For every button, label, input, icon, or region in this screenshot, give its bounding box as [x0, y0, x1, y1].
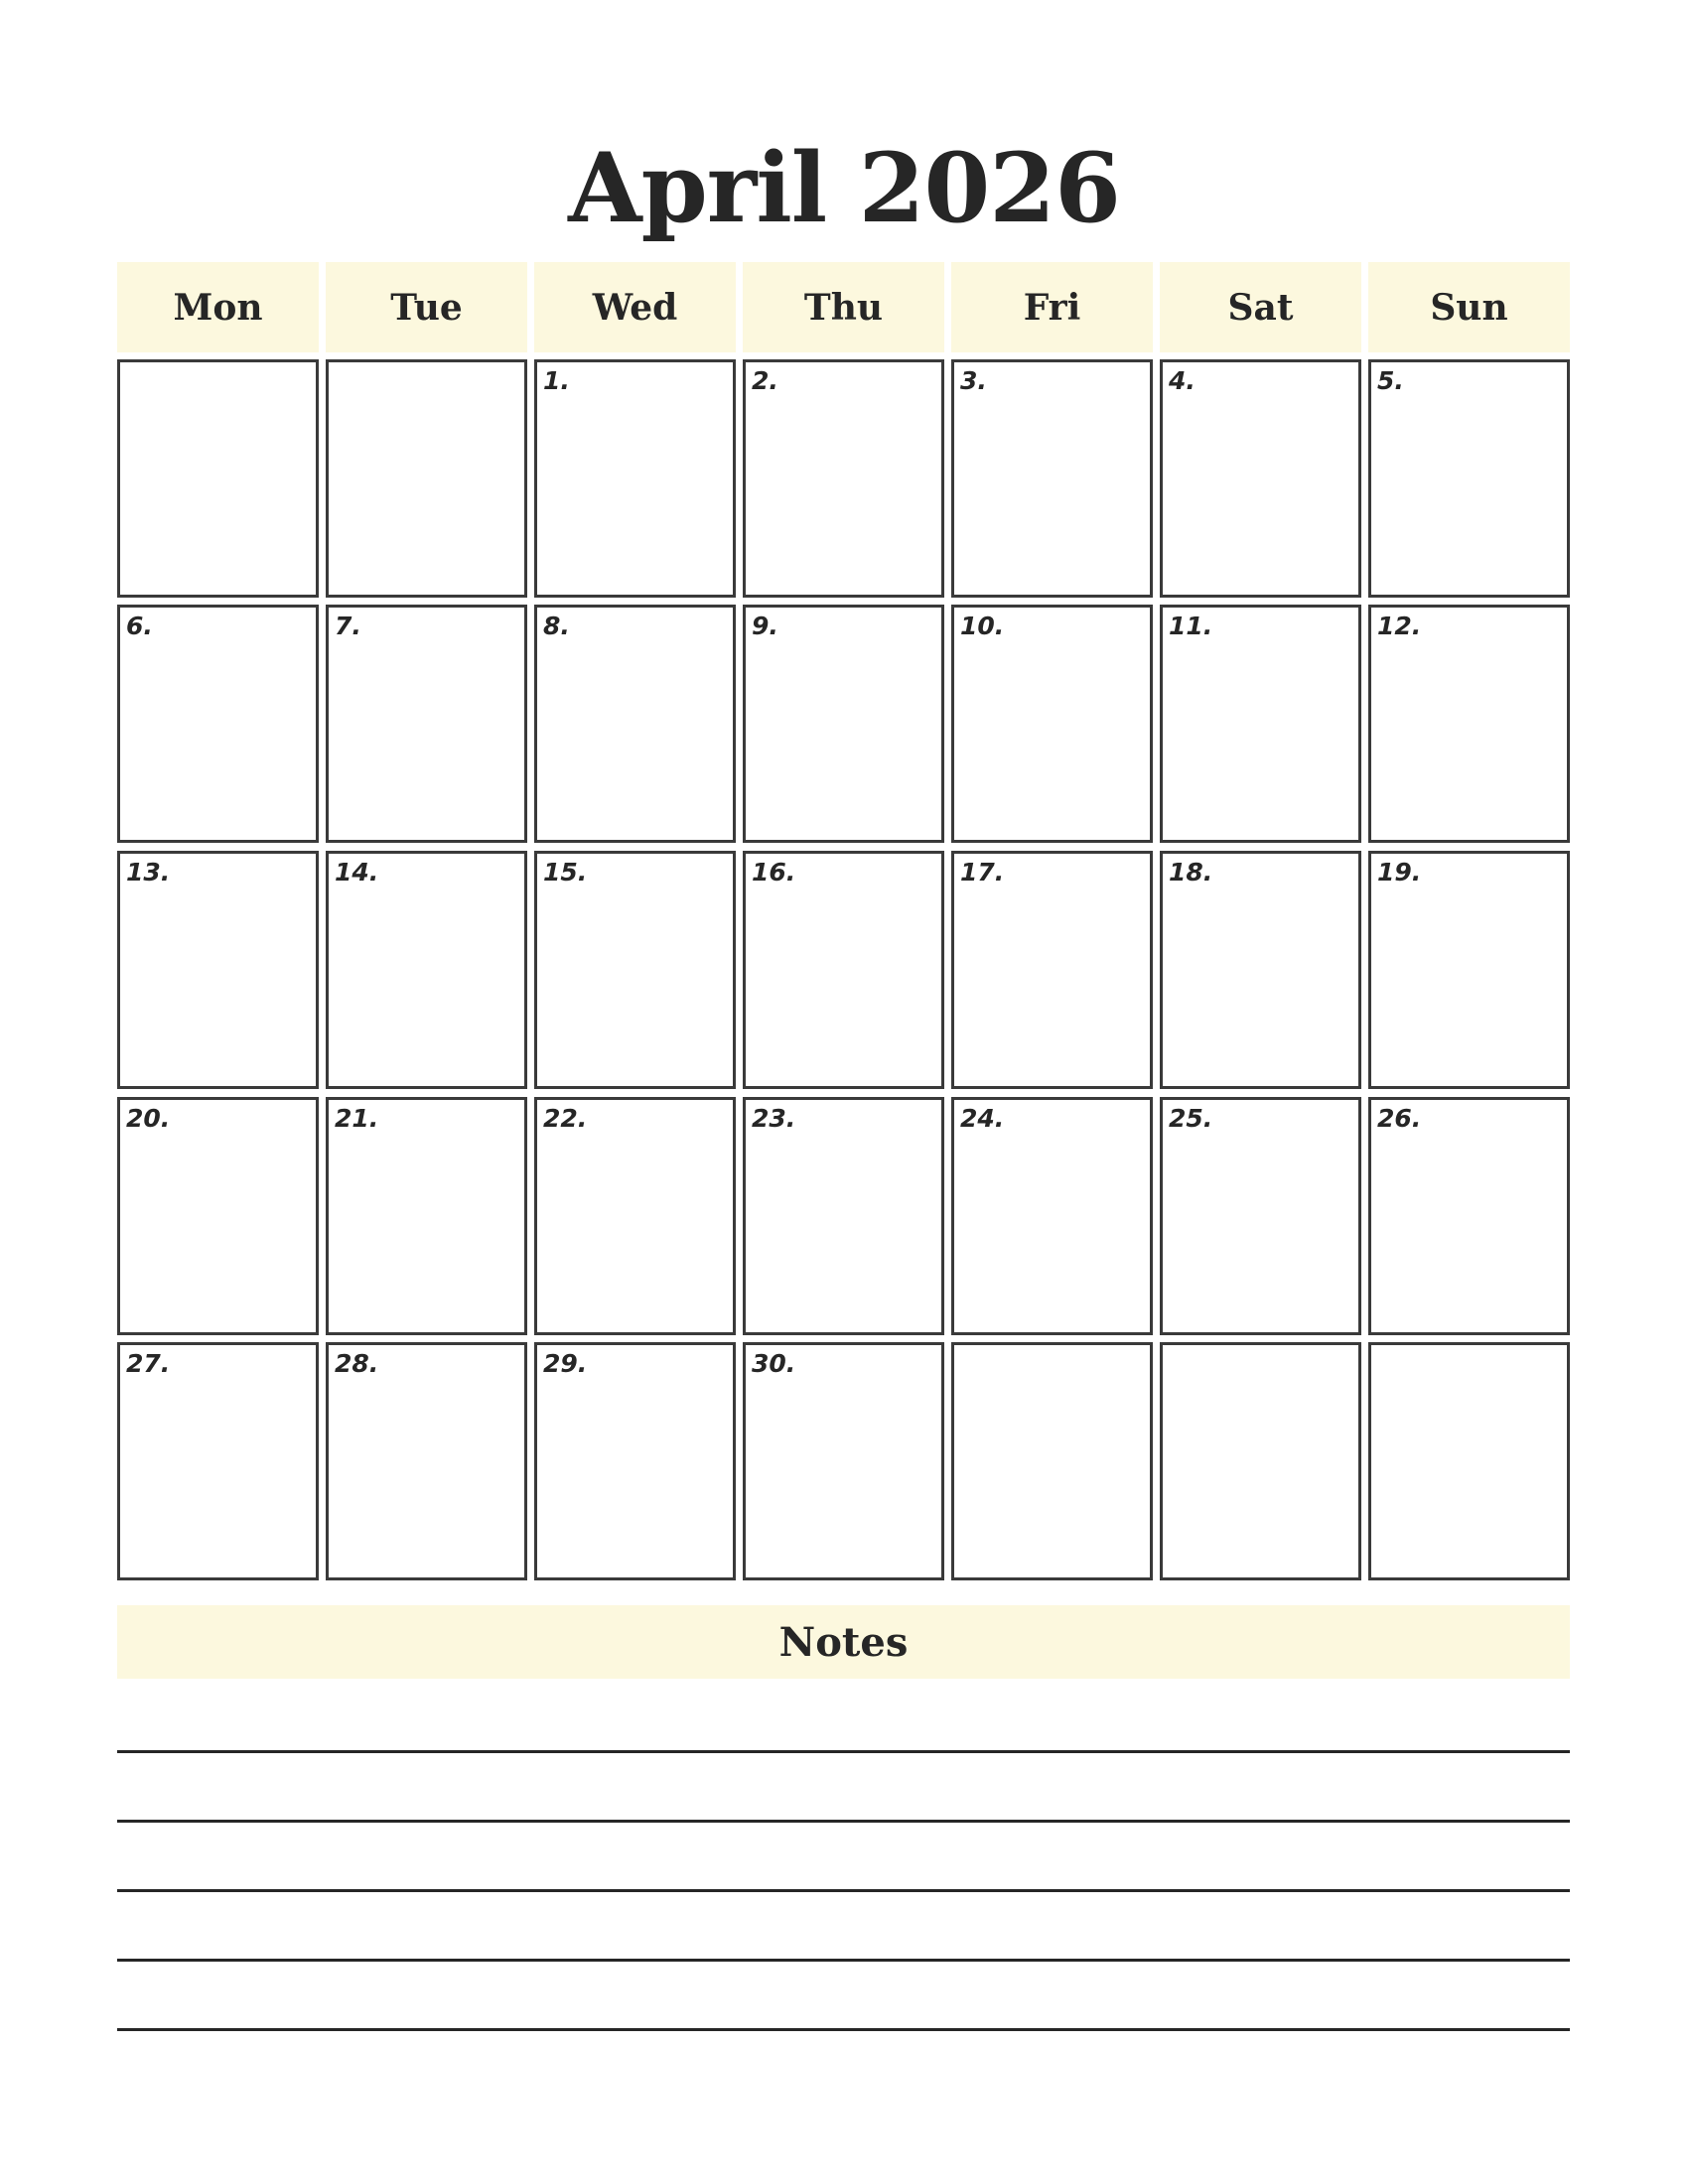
day-number: 18. — [1169, 858, 1213, 887]
day-number: 10. — [960, 612, 1005, 640]
day-number: 17. — [960, 858, 1005, 887]
day-cell — [534, 605, 736, 843]
day-cell — [951, 605, 1153, 843]
day-number: 22. — [543, 1104, 588, 1133]
weekday-header-mon: Mon — [117, 262, 319, 352]
day-cell — [326, 605, 527, 843]
day-number: 9. — [752, 612, 778, 640]
day-cell — [1160, 359, 1361, 598]
day-cell — [743, 359, 944, 598]
weekday-header-tue: Tue — [326, 262, 527, 352]
day-number: 11. — [1169, 612, 1213, 640]
notes-line — [117, 1750, 1570, 1753]
day-cell — [1160, 1097, 1361, 1335]
day-number: 27. — [126, 1349, 171, 1378]
day-number: 7. — [335, 612, 361, 640]
day-cell — [1160, 851, 1361, 1089]
day-cell — [534, 1342, 736, 1580]
day-cell — [326, 851, 527, 1089]
day-number: 2. — [752, 366, 778, 395]
day-cell — [534, 359, 736, 598]
day-number: 6. — [126, 612, 153, 640]
day-number: 16. — [752, 858, 796, 887]
day-cell — [117, 1342, 319, 1580]
empty-day-cell — [951, 1342, 1153, 1580]
day-number: 19. — [1377, 858, 1422, 887]
day-cell — [534, 1097, 736, 1335]
day-number: 23. — [752, 1104, 796, 1133]
empty-day-cell — [117, 359, 319, 598]
day-number: 25. — [1169, 1104, 1213, 1133]
day-cell — [326, 1097, 527, 1335]
day-number: 29. — [543, 1349, 588, 1378]
day-cell — [743, 605, 944, 843]
day-cell — [1160, 605, 1361, 843]
day-cell — [117, 851, 319, 1089]
page-title: April 2026 — [568, 132, 1120, 244]
day-cell — [117, 1097, 319, 1335]
day-number: 3. — [960, 366, 987, 395]
day-number: 12. — [1377, 612, 1422, 640]
day-number: 1. — [543, 366, 570, 395]
day-cell — [743, 1342, 944, 1580]
day-cell — [1368, 605, 1570, 843]
notes-header: Notes — [117, 1605, 1570, 1679]
day-number: 8. — [543, 612, 570, 640]
day-cell — [951, 359, 1153, 598]
day-cell — [326, 1342, 527, 1580]
empty-day-cell — [1160, 1342, 1361, 1580]
weekday-header-wed: Wed — [534, 262, 736, 352]
day-number: 21. — [335, 1104, 379, 1133]
day-number: 13. — [126, 858, 171, 887]
day-number: 28. — [335, 1349, 379, 1378]
day-cell — [117, 605, 319, 843]
day-number: 15. — [543, 858, 588, 887]
weekday-header-sun: Sun — [1368, 262, 1570, 352]
day-cell — [951, 1097, 1153, 1335]
notes-line — [117, 1889, 1570, 1892]
day-cell — [951, 851, 1153, 1089]
day-cell — [1368, 359, 1570, 598]
day-number: 5. — [1377, 366, 1404, 395]
empty-day-cell — [326, 359, 527, 598]
weekday-header-fri: Fri — [951, 262, 1153, 352]
notes-line — [117, 1959, 1570, 1962]
day-cell — [534, 851, 736, 1089]
day-number: 4. — [1169, 366, 1196, 395]
day-number: 26. — [1377, 1104, 1422, 1133]
day-cell — [1368, 1097, 1570, 1335]
day-number: 20. — [126, 1104, 171, 1133]
day-cell — [1368, 851, 1570, 1089]
weekday-header-thu: Thu — [743, 262, 944, 352]
day-cell — [743, 851, 944, 1089]
notes-line — [117, 1820, 1570, 1823]
weekday-header-sat: Sat — [1160, 262, 1361, 352]
empty-day-cell — [1368, 1342, 1570, 1580]
day-number: 30. — [752, 1349, 796, 1378]
notes-line — [117, 2028, 1570, 2031]
day-cell — [743, 1097, 944, 1335]
day-number: 24. — [960, 1104, 1005, 1133]
day-number: 14. — [335, 858, 379, 887]
